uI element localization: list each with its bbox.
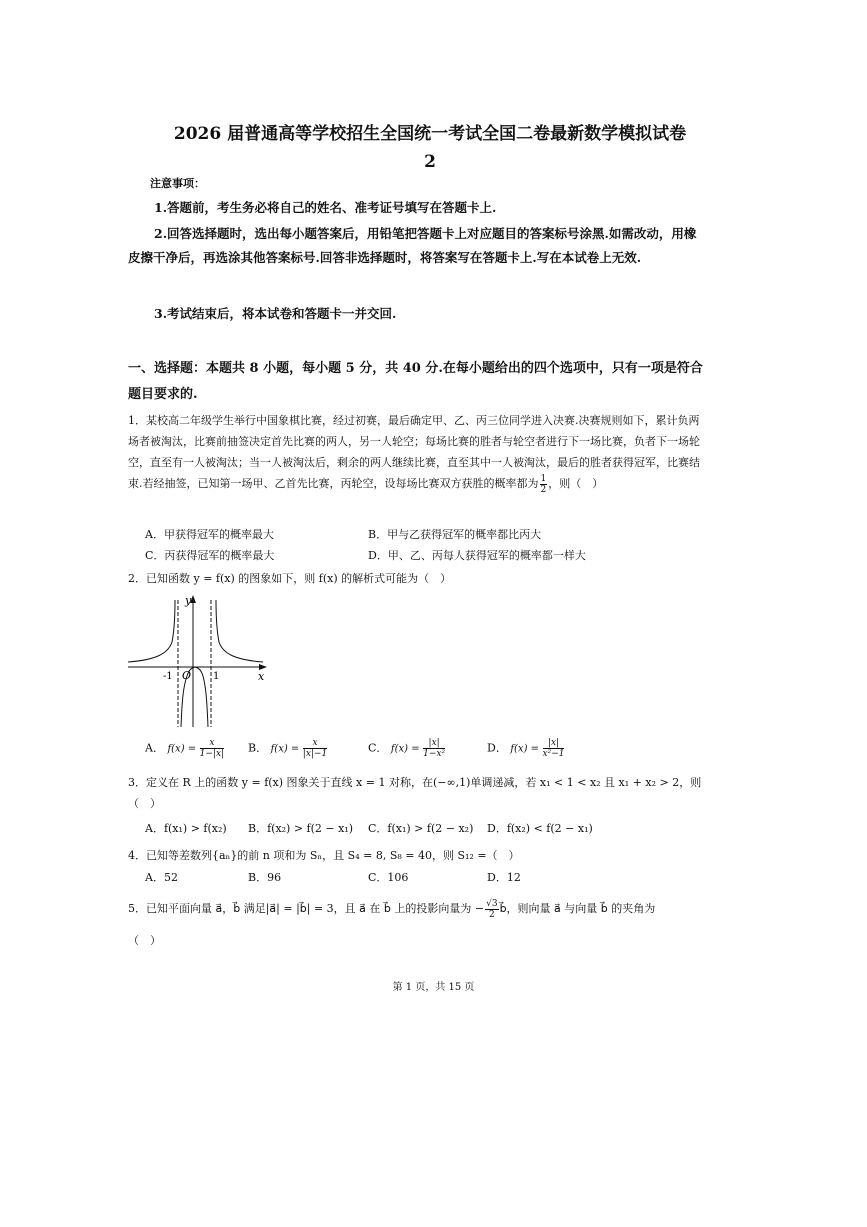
frac-den: 1−|x|	[199, 749, 225, 759]
q2-a-label: A．	[145, 741, 164, 755]
q2-d-lhs: f(x) =	[510, 743, 540, 755]
q2-b-label: B．	[248, 741, 268, 755]
function-graph	[125, 592, 270, 732]
q2-d-label: D．	[487, 741, 507, 755]
q2-option-d	[487, 738, 564, 759]
curve-right-branch	[216, 600, 263, 662]
question-5-paren: （ ）	[128, 934, 161, 947]
q2-d-fraction	[543, 738, 565, 759]
q3-option-a: A．f(x₁) > f(x₂)	[145, 822, 227, 835]
frac-num: 1	[540, 473, 547, 484]
q1-option-b: B．甲与乙获得冠军的概率都比丙大	[368, 528, 542, 541]
q1-option-a: A．甲获得冠军的概率最大	[145, 528, 274, 541]
q2-b-fraction	[303, 738, 327, 759]
question-1-text: 1．某校高二年级学生举行中国象棋比赛，经过初赛，最后确定甲、乙、丙三位同学进入决赛.决赛规则如下，累计负两场者被淘汰，比赛前抽签决定首先比赛的两人，另一人轮空；每场比赛的胜者与轮空者进行下一场比赛，负者下一场轮空，直至有一人被淘汰；当一人被淘汰后，剩余的两人继续比赛，直至其中一人被淘汰，最后的胜者获得冠军，比赛结束.若经抽签，已知第一场甲、乙首先比赛，丙轮空，设每场比赛双方获胜的概率都为	[128, 414, 700, 490]
frac-den: x²−1	[542, 749, 565, 759]
exam-title	[110, 120, 750, 176]
curve-left-branch	[128, 600, 175, 662]
graph-y-label: y	[185, 594, 192, 607]
frac-den: 1−x²	[423, 749, 446, 759]
notes-heading: 注意事项：	[150, 177, 205, 190]
question-2-text: 2．已知函数 y = f(x) 的图象如下，则 f(x) 的解析式可能为（ ）	[128, 572, 452, 585]
q4-option-c: C．106	[368, 871, 409, 884]
question-5	[128, 898, 708, 920]
title-line-2: 2	[424, 152, 436, 172]
q3-option-d: D．f(x₂) < f(2 − x₁)	[487, 822, 593, 835]
frac-num: |x|	[423, 738, 445, 749]
q2-c-lhs: f(x) =	[390, 743, 420, 755]
page-footer: 第 1 页，共 15 页	[392, 982, 475, 993]
q1-option-d: D．甲、乙、丙每人获得冠军的概率都一样大	[368, 549, 586, 562]
question-5-text: 5．已知平面向量 a⃗，b⃗ 满足|a⃗| = |b⃗| = 3，且 a⃗ 在 b⃗ 上的投影向量为 −	[128, 902, 485, 915]
q3-option-b: B．f(x₂) > f(2 − x₁)	[248, 822, 354, 835]
question-5-fraction	[485, 899, 498, 920]
section-1-heading: 一、选择题：本题共 8 小题，每小题 5 分，共 40 分.在每小题给出的四个选项中，只有一项是符合题目要求的.	[128, 361, 703, 402]
frac-num: |x|	[543, 738, 565, 749]
question-4-text: 4．已知等差数列{aₙ}的前 n 项和为 Sₙ，且 S₄ = 8, S₈ = 40，则 S₁₂ =（ ）	[128, 849, 520, 862]
q2-a-lhs: f(x) =	[167, 743, 197, 755]
q4-option-a: A．52	[145, 871, 178, 884]
q2-c-label: C．	[368, 741, 388, 755]
frac-num: √3	[486, 898, 498, 909]
q2-b-lhs: f(x) =	[270, 743, 300, 755]
q3-option-c: C．f(x₁) > f(2 − x₂)	[368, 822, 474, 835]
graph-neg-one-label: -1	[163, 671, 173, 682]
frac-den: 2	[540, 484, 547, 495]
note-3: 3.考试结束后，将本试卷和答题卡一并交回.	[154, 306, 397, 321]
q2-option-c	[368, 738, 445, 759]
q1-option-c: C．丙获得冠军的概率最大	[145, 549, 275, 562]
frac-num: x	[303, 738, 327, 749]
question-1-tail: ，则（ ）	[548, 477, 604, 490]
q2-c-fraction	[423, 738, 445, 759]
question-5-tail: b⃗，则向量 a⃗ 与向量 b⃗ 的夹角为	[499, 902, 656, 915]
frac-num: x	[200, 738, 224, 749]
question-1	[128, 410, 708, 495]
graph-one-label: 1	[213, 671, 220, 682]
note-1: 1.答题前，考生务必将自己的姓名、准考证号填写在答题卡上.	[154, 200, 497, 215]
q4-option-b: B．96	[248, 871, 282, 884]
q4-option-d: D．12	[487, 871, 521, 884]
frac-den: |x|−1	[302, 749, 328, 759]
q2-a-fraction	[200, 738, 224, 759]
frac-den: 2	[488, 909, 495, 920]
note-2: 2.回答选择题时，选出每小题答案后，用铅笔把答题卡上对应题目的答案标号涂黑.如需改动，用橡皮擦干净后，再选涂其他答案标号.回答非选择题时，将答案写在答题卡上.写在本试卷上无效.	[128, 226, 697, 265]
q2-option-b	[248, 738, 327, 759]
title-line-1: 2026 届普通高等学校招生全国统一考试全国二卷最新数学模拟试卷	[173, 124, 687, 144]
graph-origin-label: O	[182, 669, 192, 682]
graph-x-label: x	[258, 670, 265, 683]
question-1-fraction	[540, 474, 548, 495]
q2-option-a	[145, 738, 224, 759]
question-3-text: 3．定义在 R 上的函数 y = f(x) 图象关于直线 x = 1 对称，在(−∞,1)单调递减，若 x₁ < 1 < x₂ 且 x₁ + x₂ > 2，则（ ）	[128, 776, 702, 810]
